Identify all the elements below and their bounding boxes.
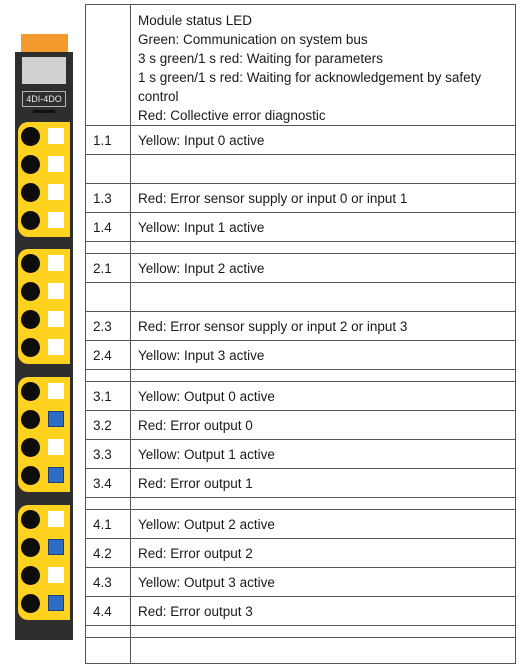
led-description-cell xyxy=(131,283,516,312)
connector-circle-icon xyxy=(21,338,40,357)
header-text-cell xyxy=(131,5,516,126)
led-group-block xyxy=(18,377,70,492)
table-row xyxy=(86,341,516,370)
header-line: 1 s green/1 s red: Waiting for acknowledgement by safety control xyxy=(138,70,482,104)
led-slot xyxy=(18,250,70,278)
led-description-cell: Red: Error output 2 xyxy=(131,539,516,568)
table-row xyxy=(86,283,516,312)
led-id-cell: 3.2 xyxy=(86,411,131,440)
led-id-cell: 2.4 xyxy=(86,341,131,370)
led-id-cell: 4.4 xyxy=(86,597,131,626)
separator-cell xyxy=(131,370,516,382)
table-row xyxy=(86,440,516,469)
led-id-cell: 4.1 xyxy=(86,510,131,539)
separator-cell xyxy=(86,370,131,382)
device-status-window xyxy=(22,57,66,84)
led-id-cell: 4.3 xyxy=(86,568,131,597)
table-row xyxy=(86,382,516,411)
header-line: Red: Collective error diagnostic xyxy=(138,108,326,123)
group-separator-row xyxy=(86,370,516,382)
white-led-icon xyxy=(48,383,64,399)
device-slot xyxy=(33,110,55,113)
led-description-cell: Yellow: Input 2 active xyxy=(131,254,516,283)
led-group-block xyxy=(18,505,70,620)
device-model-label: 4DI-4DO xyxy=(22,91,66,107)
separator-cell xyxy=(86,242,131,254)
separator-cell xyxy=(131,242,516,254)
connector-circle-icon xyxy=(21,183,40,202)
led-id-cell xyxy=(86,5,131,126)
led-id-cell: 2.1 xyxy=(86,254,131,283)
led-group-block xyxy=(18,249,70,364)
table-row xyxy=(86,213,516,242)
white-led-icon xyxy=(48,339,64,355)
led-slot xyxy=(18,278,70,306)
table-row xyxy=(86,539,516,568)
led-description-cell xyxy=(131,155,516,184)
led-slot xyxy=(18,334,70,362)
group-separator-row xyxy=(86,498,516,510)
led-id-cell xyxy=(86,638,131,664)
separator-cell xyxy=(86,498,131,510)
group-separator-row xyxy=(86,626,516,638)
device-illustration xyxy=(0,0,86,656)
white-led-icon xyxy=(48,255,64,271)
separator-cell xyxy=(86,626,131,638)
connector-circle-icon xyxy=(21,466,40,485)
led-slot xyxy=(18,179,70,207)
led-slot xyxy=(18,123,70,151)
connector-circle-icon xyxy=(21,310,40,329)
connector-circle-icon xyxy=(21,211,40,230)
led-description-cell: Yellow: Input 3 active xyxy=(131,341,516,370)
table-row xyxy=(86,254,516,283)
led-description-cell: Red: Error sensor supply or input 0 or input 1 xyxy=(131,184,516,213)
led-slot xyxy=(18,590,70,618)
led-description-cell: Red: Error output 1 xyxy=(131,469,516,498)
blue-led-icon xyxy=(48,539,64,555)
led-slot xyxy=(18,378,70,406)
white-led-icon xyxy=(48,283,64,299)
led-slot xyxy=(18,306,70,334)
led-id-cell: 1.4 xyxy=(86,213,131,242)
table-row xyxy=(86,126,516,155)
led-id-cell: 3.1 xyxy=(86,382,131,411)
device-top-cap xyxy=(21,34,68,52)
connector-circle-icon xyxy=(21,510,40,529)
led-description-cell: Yellow: Output 0 active xyxy=(131,382,516,411)
header-line: Green: Communication on system bus xyxy=(138,32,368,47)
table-row xyxy=(86,568,516,597)
white-led-icon xyxy=(48,184,64,200)
connector-circle-icon xyxy=(21,410,40,429)
led-slot xyxy=(18,406,70,434)
led-id-cell xyxy=(86,283,131,312)
table-row xyxy=(86,411,516,440)
led-description-cell: Yellow: Output 3 active xyxy=(131,568,516,597)
group-separator-row xyxy=(86,242,516,254)
led-group-block xyxy=(18,122,70,237)
led-id-cell: 1.3 xyxy=(86,184,131,213)
white-led-icon xyxy=(48,439,64,455)
connector-circle-icon xyxy=(21,382,40,401)
led-id-cell xyxy=(86,155,131,184)
separator-cell xyxy=(131,626,516,638)
led-slot xyxy=(18,562,70,590)
table-header-row xyxy=(86,5,516,126)
white-led-icon xyxy=(48,511,64,527)
connector-circle-icon xyxy=(21,538,40,557)
led-description-cell xyxy=(131,638,516,664)
table-row xyxy=(86,312,516,341)
separator-cell xyxy=(131,498,516,510)
led-description-cell: Red: Error sensor supply or input 2 or input 3 xyxy=(131,312,516,341)
connector-circle-icon xyxy=(21,438,40,457)
led-description-cell: Yellow: Output 1 active xyxy=(131,440,516,469)
connector-circle-icon xyxy=(21,254,40,273)
led-legend-table xyxy=(85,4,516,664)
led-id-cell: 3.4 xyxy=(86,469,131,498)
connector-circle-icon xyxy=(21,566,40,585)
led-id-cell: 3.3 xyxy=(86,440,131,469)
led-description-cell: Yellow: Input 0 active xyxy=(131,126,516,155)
white-led-icon xyxy=(48,212,64,228)
header-line: 3 s green/1 s red: Waiting for parameters xyxy=(138,51,383,66)
white-led-icon xyxy=(48,311,64,327)
white-led-icon xyxy=(48,156,64,172)
led-id-cell: 2.3 xyxy=(86,312,131,341)
led-id-cell: 1.1 xyxy=(86,126,131,155)
header-line: Module status LED xyxy=(138,13,253,28)
table-row xyxy=(86,469,516,498)
led-slot xyxy=(18,462,70,490)
connector-circle-icon xyxy=(21,282,40,301)
white-led-icon xyxy=(48,567,64,583)
led-description-cell: Red: Error output 0 xyxy=(131,411,516,440)
table-row xyxy=(86,638,516,664)
table-row xyxy=(86,155,516,184)
led-description-cell: Red: Error output 3 xyxy=(131,597,516,626)
connector-circle-icon xyxy=(21,127,40,146)
led-slot xyxy=(18,506,70,534)
blue-led-icon xyxy=(48,467,64,483)
blue-led-icon xyxy=(48,411,64,427)
connector-circle-icon xyxy=(21,594,40,613)
led-slot xyxy=(18,207,70,235)
led-slot xyxy=(18,151,70,179)
led-slot xyxy=(18,534,70,562)
led-slot xyxy=(18,434,70,462)
blue-led-icon xyxy=(48,595,64,611)
connector-circle-icon xyxy=(21,155,40,174)
white-led-icon xyxy=(48,128,64,144)
led-description-cell: Yellow: Output 2 active xyxy=(131,510,516,539)
led-id-cell: 4.2 xyxy=(86,539,131,568)
led-description-cell: Yellow: Input 1 active xyxy=(131,213,516,242)
table-row xyxy=(86,184,516,213)
table-row xyxy=(86,510,516,539)
table-row xyxy=(86,597,516,626)
